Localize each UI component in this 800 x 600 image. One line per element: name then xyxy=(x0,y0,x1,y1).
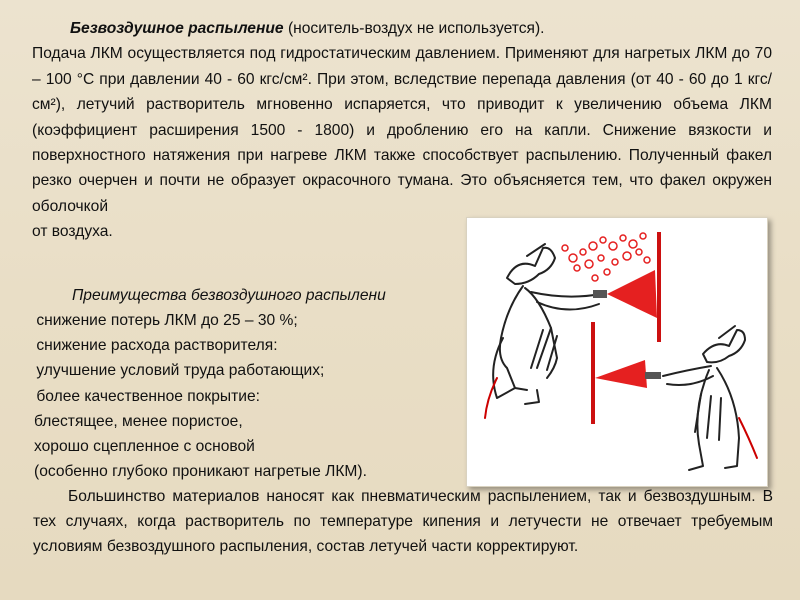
advantage-item: более качественное покрытие: xyxy=(36,387,260,405)
intro-first-line xyxy=(32,16,772,41)
advantage-item: снижение потерь ЛКМ до 25 – 30 %; xyxy=(36,312,298,329)
intro-text-tail: от воздуха. xyxy=(32,223,113,241)
painter-top-figure xyxy=(485,244,601,418)
spray-illustration xyxy=(466,217,768,487)
advantage-item: снижение расхода растворителя: xyxy=(36,337,278,355)
intro-title-note: (носитель-воздух не используется). xyxy=(283,20,545,37)
intro-text: Подача ЛКМ осуществляется под гидростатическим давлением. Применяют для нагретых ЛКМ до 70 – 100 °С при давлении 40 - 60 кгс/см². При этом, вследствие перепада давления (от 40 - 60 до 1 кгс/см²), летучий растворитель мгновенно испаряется, что приводит к увеличению объема ЛКМ (коэффициент расширения 1500 - 1800) и дроблению его на капли. Снижение вязкости и поверхностного натяжения при нагреве ЛКМ также способствует распылению. Полученный факел резко очерчен и почти не образует окрасочного тумана. Это объясняется тем, что факел окружен оболочкой xyxy=(32,45,772,215)
advantage-subitem: хорошо сцепленное с основой xyxy=(34,438,255,456)
spray-gun-bottom xyxy=(593,322,661,424)
intro-paragraph xyxy=(32,16,772,245)
painter-bottom-figure xyxy=(663,326,757,470)
advantage-subitem: (особенно глубоко проникают нагретые ЛКМ). xyxy=(34,463,367,481)
advantages-title: Преимущества безвоздушного распылени xyxy=(72,287,386,304)
advantage-subitem: блестящее, менее пористое, xyxy=(34,412,243,430)
spray-illustration-svg xyxy=(467,218,767,486)
intro-title: Безвоздушное распыление xyxy=(70,20,284,37)
spray-gun-top xyxy=(593,232,659,342)
advantages-list xyxy=(22,308,367,484)
outro-text: Большинство материалов наносят как пневматическим распылением, так и безвоздушным. В тех случаях, когда растворитель по температуре кипения и летучести не отвечает требуемым условиям безвоздушного распыления, состав летучей части корректируют. xyxy=(33,488,773,555)
outro-paragraph xyxy=(33,484,773,559)
advantage-item: улучшение условий труда работающих; xyxy=(36,362,325,380)
spray-droplets xyxy=(562,233,650,281)
